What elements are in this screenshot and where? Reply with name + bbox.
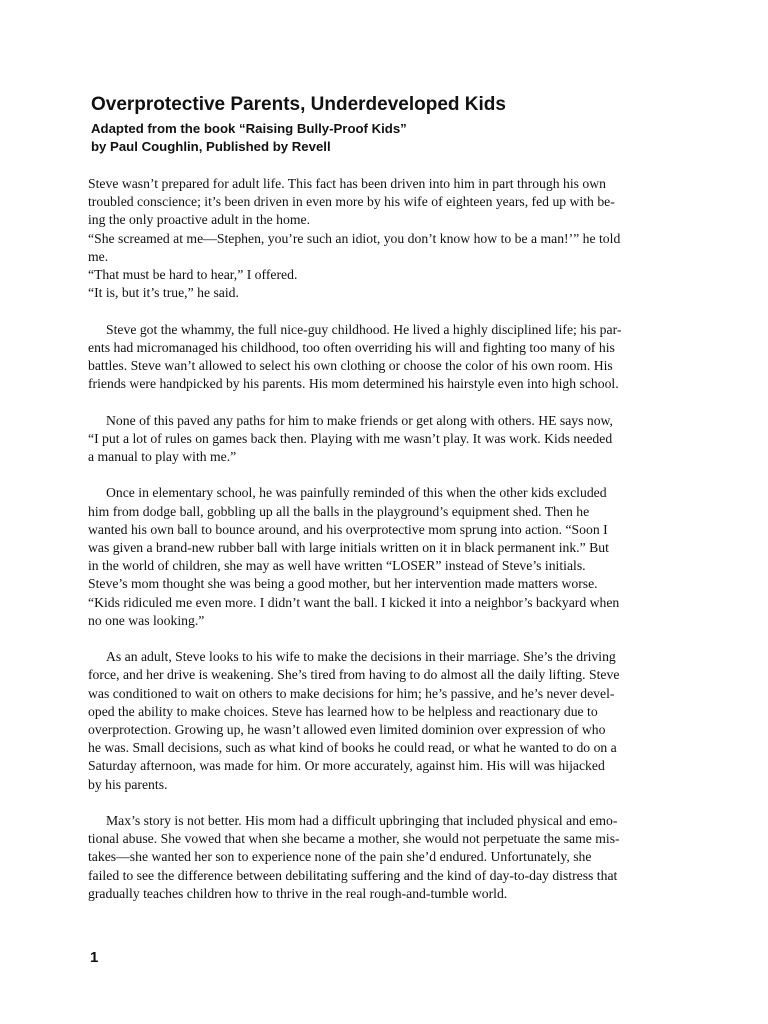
text-line: force, and her drive is weakening. She’s tired from having to do almost all the daily lifting. Steve [88,667,620,683]
text-line: no one was looking.” [88,612,205,628]
text-line: ents had micromanaged his childhood, too often overriding his will and fighting too many of his [88,339,615,355]
text-line: “It is, but it’s true,” he said. [88,285,239,301]
article-body [88,175,688,921]
text-line: oped the ability to make choices. Steve has learned how to be helpless and reactionary due to [88,703,598,719]
text-line: friends were handpicked by his parents. His mom determined his hairstyle even into high school. [88,376,619,392]
text-line: tional abuse. She vowed that when she became a mother, she would not perpetuate the same mis- [88,831,620,847]
text-line: he was. Small decisions, such as what kind of books he could read, or what he wanted to do on a [88,740,617,756]
text-line: troubled conscience; it’s been driven in even more by his wife of eighteen years, fed up with be- [88,194,615,210]
text-line: battles. Steve wan’t allowed to select his own clothing or choose the color of his own room. His [88,358,613,374]
text-line: Max’s story is not better. His mom had a difficult upbringing that included physical and emo- [106,813,618,829]
text-line: Once in elementary school, he was painfully reminded of this when the other kids excluded [106,485,607,501]
text-line: “I put a lot of rules on games back then. Playing with me wasn’t play. It was work. Kids needed [88,430,613,446]
text-line: him from dodge ball, gobbling up all the balls in the playground’s equipment shed. Then he [88,503,590,519]
text-line: “She screamed at me—Stephen, you’re such an idiot, you don’t know how to be a man!’” he told [88,230,621,246]
text-line: “Kids ridiculed me even more. I didn’t want the ball. I kicked it into a neighbor’s backyard when [88,594,620,610]
text-line: me. [88,248,109,264]
paragraph [88,412,688,467]
text-line: was given a brand-new rubber ball with large initials written on it in black permanent ink.” But [88,540,609,556]
article-byline: by Paul Coughlin, Published by Revell [91,139,331,154]
text-line: wanted his own ball to bounce around, and his overprotective mom sprung into action. “Soon I [88,521,608,537]
text-line: Saturday afternoon, was made for him. Or more accurately, against him. His will was hijacked [88,758,605,774]
text-line: As an adult, Steve looks to his wife to make the decisions in their marriage. She’s the driving [106,649,616,665]
text-line: Steve’s mom thought she was being a good mother, but her intervention made matters worse. [88,576,598,592]
text-line: by his parents. [88,776,168,792]
text-line: Steve wasn’t prepared for adult life. This fact has been driven into him in part through his own [88,176,606,191]
text-line: a manual to play with me.” [88,449,237,465]
paragraph [88,812,688,903]
text-line: overprotection. Growing up, he wasn’t allowed even limited dominion over expression of who [88,722,606,738]
text-line: Steve got the whammy, the full nice-guy childhood. He lived a highly disciplined life; his par- [106,321,622,337]
text-line: None of this paved any paths for him to make friends or get along with others. HE says now, [106,412,613,428]
paragraph [88,321,688,394]
paragraph [88,175,688,302]
page-number: 1 [90,949,99,966]
text-line: takes—she wanted her son to experience none of the pain she’d endured. Unfortunately, she [88,849,592,865]
text-line: gradually teaches children how to thrive in the real rough-and-tumble world. [88,885,508,901]
text-line: ing the only proactive adult in the home. [88,212,310,228]
text-line: “That must be hard to hear,” I offered. [88,267,298,283]
text-line: failed to see the difference between debilitating suffering and the kind of day-to-day distress that [88,867,618,883]
paragraph [88,484,688,630]
article-source: Adapted from the book “Raising Bully-Proof Kids” [91,121,407,136]
article-title: Overprotective Parents, Underdeveloped Kids [91,94,506,115]
text-line: in the world of children, she may as well have written “LOSER” instead of Steve’s initials. [88,558,586,574]
paragraph [88,648,688,794]
text-line: was conditioned to wait on others to make decisions for him; he’s passive, and he’s never devel- [88,685,615,701]
